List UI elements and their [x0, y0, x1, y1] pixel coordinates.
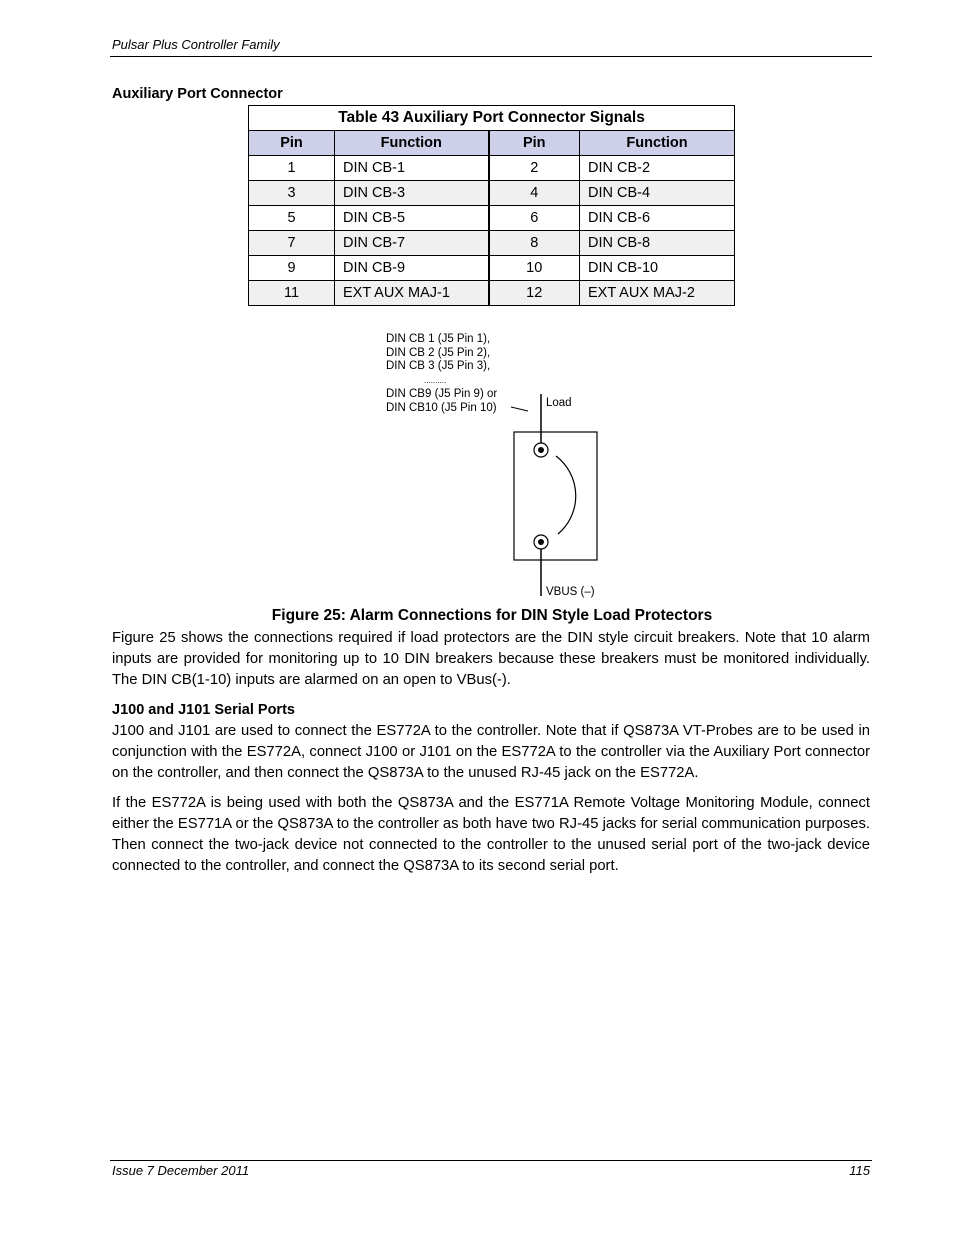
label-ellipsis: .......... — [424, 376, 447, 385]
footer-issue: Issue 7 December 2011 — [112, 1163, 250, 1178]
leader-line — [511, 407, 528, 411]
table-row — [249, 281, 735, 306]
function-cell: DIN CB-2 — [580, 156, 735, 181]
terminal-bottom-dot — [538, 539, 544, 545]
pin-cell: 5 — [249, 206, 335, 231]
paragraph-serial-ports: J100 and J101 are used to connect the ES772A to the controller. Note that if QS873A VT-Probes are to be used in conjunction with the ES772A, connect J100 or J101 on the ES772A to the controller via the Auxiliary Port connector on the controller, and then connect the QS873A to the unused RJ-45 jack on the ES772A. — [112, 723, 870, 781]
header-pin-1: Pin — [249, 131, 335, 156]
switch-arc — [556, 456, 576, 534]
pin-cell: 3 — [249, 181, 335, 206]
header-function-1: Function — [335, 131, 489, 156]
pin-cell: 10 — [489, 256, 580, 281]
pin-cell: 8 — [489, 231, 580, 256]
label-din-cb3: DIN CB 3 (J5 Pin 3), — [386, 360, 491, 372]
pin-cell: 7 — [249, 231, 335, 256]
label-din-cb1: DIN CB 1 (J5 Pin 1), — [386, 333, 491, 345]
terminal-top-dot — [538, 447, 544, 453]
header-pin-2: Pin — [489, 131, 580, 156]
table-row — [249, 256, 735, 281]
pin-cell: 12 — [489, 281, 580, 306]
pin-cell: 2 — [489, 156, 580, 181]
function-cell: DIN CB-7 — [335, 231, 489, 256]
alarm-connection-diagram — [380, 328, 610, 600]
pin-cell: 1 — [249, 156, 335, 181]
table-caption: Table 43 Auxiliary Port Connector Signals — [249, 106, 735, 131]
table-row — [249, 181, 735, 206]
function-cell: DIN CB-8 — [580, 231, 735, 256]
label-din-cb10: DIN CB10 (J5 Pin 10) — [386, 402, 497, 414]
function-cell: EXT AUX MAJ-2 — [580, 281, 735, 306]
label-din-cb9: DIN CB9 (J5 Pin 9) or — [386, 388, 498, 400]
function-cell: EXT AUX MAJ-1 — [335, 281, 489, 306]
paragraph-figure-description: Figure 25 shows the connections required if load protectors are the DIN style circuit breakers. Note that 10 alarm inputs are provided for monitoring up to 10 DIN breakers because these breakers must be monitored individually. The DIN CB(1-10) inputs are alarmed on an open to VBus(-). — [112, 630, 870, 688]
pin-cell: 9 — [249, 256, 335, 281]
section-title-serial-ports: J100 and J101 Serial Ports — [112, 702, 295, 718]
pin-cell: 6 — [489, 206, 580, 231]
function-cell: DIN CB-6 — [580, 206, 735, 231]
figure-caption: Figure 25: Alarm Connections for DIN Style Load Protectors — [271, 607, 713, 624]
table-row — [249, 231, 735, 256]
pin-cell: 4 — [489, 181, 580, 206]
function-cell: DIN CB-4 — [580, 181, 735, 206]
paragraph-es772a-usage: If the ES772A is being used with both the QS873A and the ES771A Remote Voltage Monitoring Module, connect either the ES771A or the QS873A to the controller as both have two RJ-45 jacks for serial communication purposes. Then connect the two-jack device not connected to the controller to the unused serial port of the two-jack device connected to the controller, and connect the QS873A to its second serial port. — [112, 795, 870, 874]
header-function-2: Function — [580, 131, 735, 156]
page-number: 115 — [849, 1163, 870, 1178]
label-vbus: VBUS (–) — [546, 586, 595, 598]
function-cell: DIN CB-3 — [335, 181, 489, 206]
pin-cell: 11 — [249, 281, 335, 306]
section-title-auxiliary-port: Auxiliary Port Connector — [112, 86, 283, 102]
footer-rule — [110, 1160, 872, 1161]
auxiliary-port-table — [248, 105, 735, 306]
label-load: Load — [546, 397, 572, 409]
table-row — [249, 206, 735, 231]
header-rule — [110, 56, 872, 57]
label-din-cb2: DIN CB 2 (J5 Pin 2), — [386, 347, 491, 359]
table-row — [249, 156, 735, 181]
breaker-box — [514, 432, 597, 560]
running-header: Pulsar Plus Controller Family — [112, 37, 280, 52]
function-cell: DIN CB-9 — [335, 256, 489, 281]
function-cell: DIN CB-10 — [580, 256, 735, 281]
function-cell: DIN CB-5 — [335, 206, 489, 231]
function-cell: DIN CB-1 — [335, 156, 489, 181]
